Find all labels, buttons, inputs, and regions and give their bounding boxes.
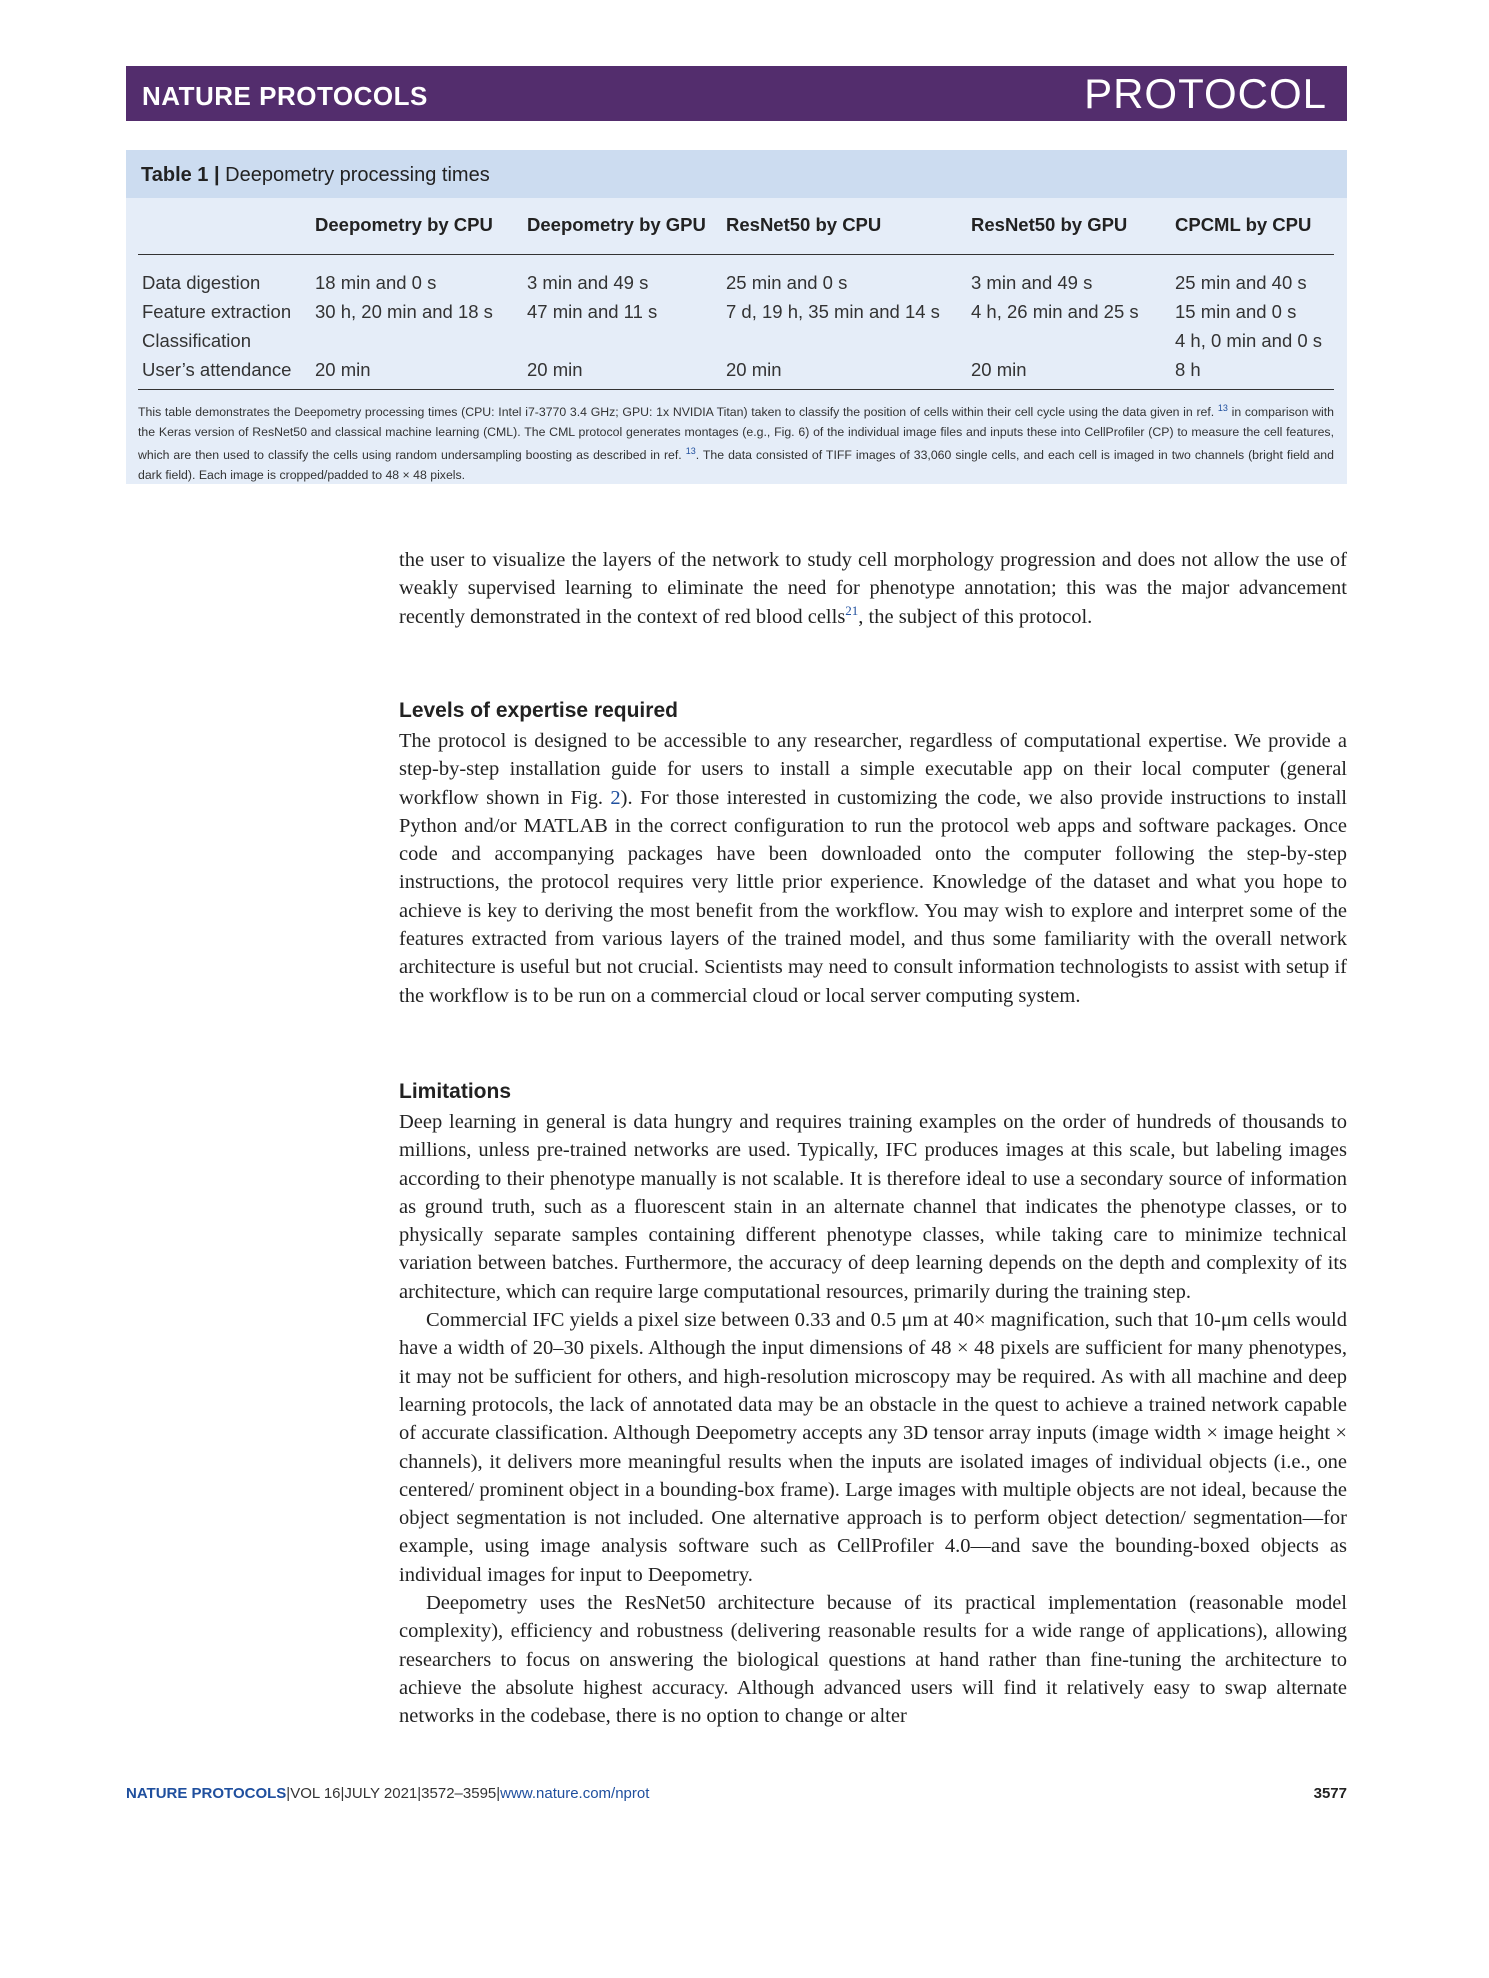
limitations-paragraph: Deep learning in general is data hungry and requires training examples on the order of hundreds of thousands to millions, unless pre-trained networks are used. Typically, IFC produces images at this scale, but labeling images according to their phenotype manually is not scalable. It is therefore ideal to use a secondary source of information as ground truth, such as a fluorescent stain in an alternate channel that indicates the phenotype classes, or to physically separate samples containing different phenotype classes, while taking care to minimize technical variation between batches. Furthermore, the accuracy of deep learning depends on the depth and complexity of its architecture, which can require large computational resources, primarily during the training step. xyxy=(399,1111,1347,1303)
section-heading-limitations: Limitations xyxy=(399,1080,512,1103)
body-text: ). For those interested in customizing the code, we also provide instructions to install Python and/or MATLAB in the correct configuration to run the protocol web apps and software packages. Once code and accompanying packages have been downloaded onto the computer following the step-by-step instructions, the protocol requires very little prior experience. Knowledge of the dataset and what you hope to achieve is key to deriving the most benefit from the workflow. You may wish to explore and interpret some of the features extracted from various layers of the trained model, and thus some familiarity with the overall network architecture is useful but not crucial. Scientists may need to consult information technologists to assist with setup if the workflow is to be run on a commercial cloud or local server computing system. xyxy=(399,786,1347,1007)
table-cell: 20 min xyxy=(726,359,782,380)
table-cell: 30 h, 20 min and 18 s xyxy=(315,301,493,322)
limitations-paragraph: Commercial IFC yields a pixel size between 0.33 and 0.5 μm at 40× magnification, such that 10-μm cells would have a width of 20–30 pixels. Although the input dimensions of 48 × 48 pixels are sufficient for many phenotypes, it may not be sufficient for others, and high-resolution microscopy may be required. As with all machine and deep learning protocols, the lack of annotated data may be an obstacle in the quest to achieve a trained network capable of accurate classification. Although Deepometry accepts any 3D tensor array inputs (image width × image height × channels), it delivers more meaningful results when the inputs are isolated images of individual objects (i.e., one centered/ prominent object in a bounding-box frame). Large images with multiple objects are not ideal, because the object segmentation is not included. One alternative approach is to perform object detection/ segmentation—for example, using image analysis software such as CellProfiler 4.0—and save the bounding-boxed objects as individual images for input to Deepometry. xyxy=(399,1309,1347,1586)
table-cell: 20 min xyxy=(527,359,583,380)
column-header: Deepometry by GPU xyxy=(527,214,706,235)
reference-link[interactable]: 21 xyxy=(845,602,859,618)
journal-header-bar xyxy=(126,66,1347,121)
expertise-paragraph xyxy=(399,727,1347,1010)
table-cell: 47 min and 11 s xyxy=(527,301,658,322)
column-header: Deepometry by CPU xyxy=(315,214,493,235)
limitations-text xyxy=(399,1108,1347,1731)
figure-link[interactable]: 2 xyxy=(610,786,621,809)
section-heading-expertise: Levels of expertise required xyxy=(399,699,678,722)
intro-paragraph xyxy=(399,546,1347,631)
column-header: ResNet50 by GPU xyxy=(971,214,1128,235)
table-title-text: Deepometry processing times xyxy=(225,164,490,186)
table-cell: 20 min xyxy=(971,359,1027,380)
caption-text: This table demonstrates the Deepometry processing times (CPU: Intel i7-3770 3.4 GHz; GPU: 1x NVIDIA Titan) taken to classify the position of cells within their cell cycle using the data given in ref. xyxy=(138,405,1215,420)
body-text: The protocol is designed to be accessible to any researcher, regardless of computational expertise. We provide a step-by-step installation guide for users to install a simple executable app on their local computer (general workflow shown in Fig. xyxy=(399,730,1347,809)
reference-link[interactable]: 13 xyxy=(685,446,696,457)
row-label: Classification xyxy=(142,330,251,351)
table-cell: 8 h xyxy=(1175,359,1201,380)
table-rule-top xyxy=(138,254,1334,255)
table-cell: 7 d, 19 h, 35 min and 14 s xyxy=(726,301,940,322)
table-1 xyxy=(126,150,1347,484)
table-cell: 3 min and 49 s xyxy=(971,272,1093,293)
table-cell: 20 min xyxy=(315,359,371,380)
caption-text: in comparison with the Keras version of ResNet50 and classical machine learning (CML). The CML protocol generates montages (e.g., Fig. 6) of the individual image files and inputs these into CellProfiler (CP) to measure the cell features, which are then used to classify the cells using random undersampling boosting as described in ref. xyxy=(138,405,1334,463)
page-footer: NATURE PROTOCOLS|VOL 16|JULY 2021|3572–3595|www.nature.com/nprot 3577 xyxy=(126,1785,1347,1802)
table-cell: 3 min and 49 s xyxy=(527,272,649,293)
table-cell: 25 min and 40 s xyxy=(1175,272,1307,293)
body-text: the user to visualize the layers of the network to study cell morphology progression and does not allow the use of weakly supervised learning to eliminate the need for phenotype annotation; this was the major advancement recently demonstrated in the context of red blood cells xyxy=(399,549,1347,628)
table-label: Table 1 | xyxy=(141,164,220,186)
table-cell: 4 h, 0 min and 0 s xyxy=(1175,330,1323,351)
footer-volume: VOL 16 xyxy=(290,1785,341,1802)
table-title xyxy=(141,164,490,187)
table-caption xyxy=(138,399,1334,485)
table-cell: 18 min and 0 s xyxy=(315,272,437,293)
table-cell: 4 h, 26 min and 25 s xyxy=(971,301,1139,322)
table-rule-bottom xyxy=(138,389,1334,390)
journal-name: NATURE PROTOCOLS xyxy=(142,81,428,111)
limitations-paragraph: Deepometry uses the ResNet50 architecture because of its practical implementation (reasonable model complexity), efficiency and robustness (delivering reasonable results for a wide range of applications), allowing researchers to focus on answering the biological questions at hand rather than fine-tuning the architecture to achieve the absolute highest accuracy. Although advanced users will find it relatively easy to swap alternate networks in the codebase, there is no option to change or alter xyxy=(399,1592,1347,1728)
footer-journal: NATURE PROTOCOLS xyxy=(126,1785,287,1802)
row-label: User’s attendance xyxy=(142,359,292,380)
row-label: Feature extraction xyxy=(142,301,292,322)
page-number: 3577 xyxy=(1313,1785,1347,1802)
table-cell: 25 min and 0 s xyxy=(726,272,848,293)
article-type: PROTOCOL xyxy=(1084,70,1327,117)
reference-link[interactable]: 13 xyxy=(1217,403,1228,413)
footer-pages: 3572–3595 xyxy=(421,1785,497,1802)
caption-text: . The data consisted of TIFF images of 33,060 single cells, and each cell is imaged in two channels (bright field and dark field). Each image is cropped/padded to 48 × 48 pixels. xyxy=(138,448,1334,482)
footer-date: JULY 2021 xyxy=(344,1785,418,1802)
table-cell: 15 min and 0 s xyxy=(1175,301,1297,322)
row-label: Data digestion xyxy=(142,272,261,293)
column-header: CPCML by CPU xyxy=(1175,214,1312,235)
column-header: ResNet50 by CPU xyxy=(726,214,882,235)
footer-url-link[interactable]: www.nature.com/nprot xyxy=(500,1785,650,1802)
body-text: , the subject of this protocol. xyxy=(858,605,1093,628)
table-title-bar xyxy=(126,150,1347,198)
